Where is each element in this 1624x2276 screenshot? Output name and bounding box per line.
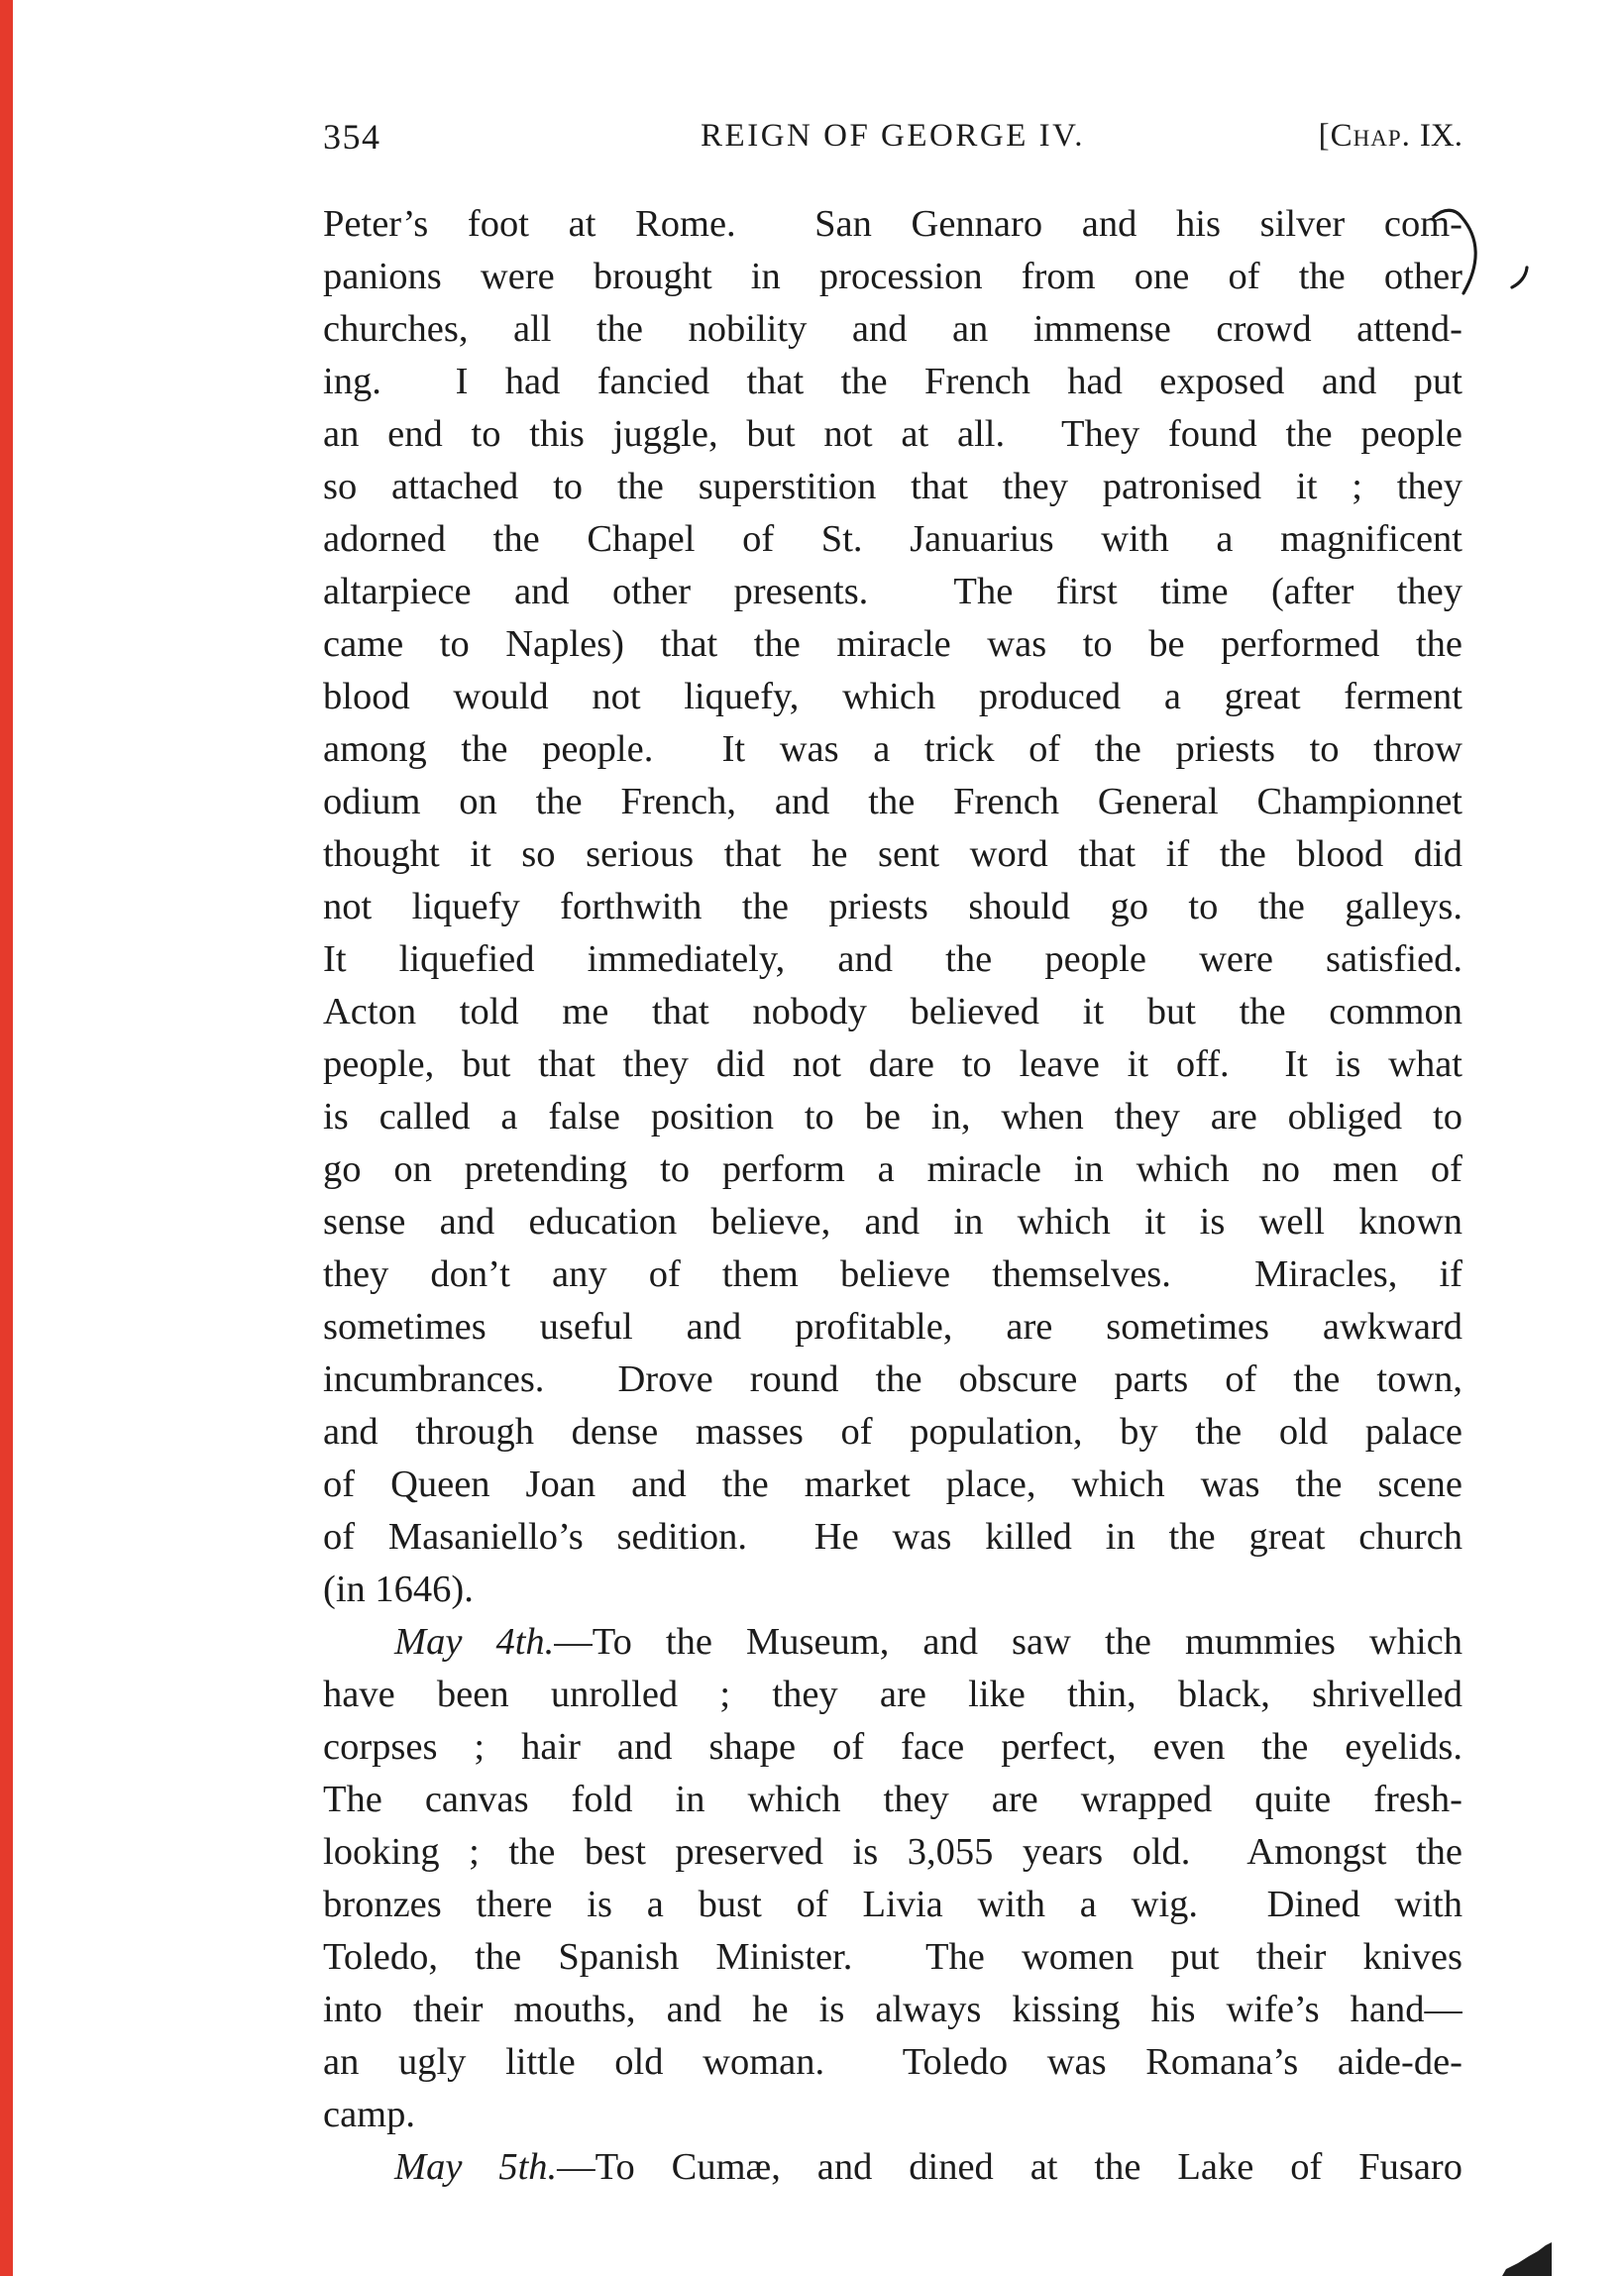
line-text: of Masaniello’s sedition. He was killed in the great church xyxy=(323,1516,1462,1558)
line-text: odium on the French, and the French General Championnet xyxy=(323,781,1462,822)
line-text: thought it so serious that he sent word that if the blood did xyxy=(323,833,1462,875)
line-text: sense and education believe, and in which it is well known xyxy=(323,1201,1462,1243)
date-lead: May 5th. xyxy=(394,2146,558,2188)
line-text: incumbrances. Drove round the obscure parts of the town, xyxy=(323,1358,1462,1400)
line-text: Peter’s foot at Rome. San Gennaro and his silver com- xyxy=(323,203,1462,245)
text-line xyxy=(323,2089,1462,2141)
line-text: panions were brought in procession from one of the other xyxy=(323,256,1462,297)
line-text: people, but that they did not dare to leave it off. It is what xyxy=(323,1043,1462,1085)
text-line xyxy=(323,1143,1462,1196)
text-line xyxy=(323,723,1462,776)
text-line xyxy=(323,1406,1462,1459)
line-text: ing. I had fancied that the French had exposed and put xyxy=(323,361,1462,402)
chapter-label: [Chap. xyxy=(1318,118,1411,154)
text-line xyxy=(323,461,1462,513)
line-text: It liquefied immediately, and the people were satisfied. xyxy=(323,938,1462,980)
line-text: —To the Museum, and saw the mummies which xyxy=(554,1621,1462,1663)
scan-edge-stripe xyxy=(0,0,13,2276)
text-line xyxy=(323,1774,1462,1826)
text-line xyxy=(323,356,1462,408)
line-text: Toledo, the Spanish Minister. The women put their knives xyxy=(323,1936,1462,1978)
line-text: churches, all the nobility and an immense crowd attend- xyxy=(323,308,1462,350)
text-line xyxy=(323,198,1462,251)
text-line xyxy=(323,1931,1462,1984)
running-title: REIGN OF GEORGE IV. xyxy=(701,118,1085,154)
line-text: corpses ; hair and shape of face perfect, even the eyelids. xyxy=(323,1726,1462,1768)
text-line xyxy=(323,1564,1462,1616)
text-line xyxy=(323,1826,1462,1879)
text-line xyxy=(323,618,1462,671)
body-text xyxy=(323,198,1462,2194)
text-line xyxy=(323,1301,1462,1354)
line-text: among the people. It was a trick of the priests to throw xyxy=(323,728,1462,770)
text-line xyxy=(323,2036,1462,2089)
line-text: and through dense masses of population, by the old palace xyxy=(323,1411,1462,1453)
chapter-marker xyxy=(1319,118,1462,155)
text-line xyxy=(323,2141,1462,2194)
text-line xyxy=(323,1669,1462,1721)
text-line xyxy=(323,408,1462,461)
line-text: bronzes there is a bust of Livia with a wig. Dined with xyxy=(323,1884,1462,1925)
line-text: camp. xyxy=(323,2094,415,2135)
text-line xyxy=(323,303,1462,356)
text-line xyxy=(323,566,1462,618)
line-text: is called a false position to be in, when they are obliged to xyxy=(323,1096,1462,1138)
line-text: looking ; the best preserved is 3,055 years old. Amongst the xyxy=(323,1831,1462,1873)
text-line xyxy=(323,1248,1462,1301)
line-text: go on pretending to perform a miracle in which no men of xyxy=(323,1148,1462,1190)
line-text: so attached to the superstition that they patronised it ; they xyxy=(323,466,1462,507)
line-text: Acton told me that nobody believed it but the common xyxy=(323,991,1462,1032)
text-line xyxy=(323,513,1462,566)
text-line xyxy=(323,881,1462,933)
line-text: not liquefy forthwith the priests should go to the galleys. xyxy=(323,886,1462,927)
text-line xyxy=(323,1196,1462,1248)
text-line xyxy=(323,1511,1462,1564)
text-line xyxy=(323,1459,1462,1511)
line-text: sometimes useful and profitable, are sometimes awkward xyxy=(323,1306,1462,1348)
text-line xyxy=(323,1354,1462,1406)
text-line xyxy=(323,251,1462,303)
pen-comma-annotation xyxy=(1512,268,1527,287)
date-lead: May 4th. xyxy=(394,1621,555,1663)
text-line xyxy=(323,1038,1462,1091)
text-line xyxy=(323,1616,1462,1669)
line-text: they don’t any of them believe themselves. Miracles, if xyxy=(323,1253,1462,1295)
line-text: (in 1646). xyxy=(323,1569,474,1610)
line-text: an ugly little old woman. Toledo was Romana’s aide-de- xyxy=(323,2041,1462,2083)
text-line xyxy=(323,828,1462,881)
line-text: into their mouths, and he is always kissing his wife’s hand— xyxy=(323,1989,1462,2030)
text-line xyxy=(323,1721,1462,1774)
line-text: blood would not liquefy, which produced a great ferment xyxy=(323,676,1462,717)
line-text: have been unrolled ; they are like thin, black, shrivelled xyxy=(323,1674,1462,1715)
line-text: an end to this juggle, but not at all. They found the people xyxy=(323,413,1462,455)
text-line xyxy=(323,986,1462,1038)
line-text: adorned the Chapel of St. Januarius with a magnificent xyxy=(323,518,1462,560)
line-text: altarpiece and other presents. The first time (after they xyxy=(323,571,1462,612)
text-line xyxy=(323,776,1462,828)
chapter-numeral: IX. xyxy=(1419,118,1462,154)
line-text: —To Cumæ, and dined at the Lake of Fusaro xyxy=(557,2146,1462,2188)
line-text: of Queen Joan and the market place, which was the scene xyxy=(323,1463,1462,1505)
ink-blot xyxy=(1502,2242,1552,2276)
page-number: 354 xyxy=(323,117,381,157)
page-header xyxy=(323,115,1462,159)
text-line xyxy=(323,671,1462,723)
line-text: came to Naples) that the miracle was to be performed the xyxy=(323,623,1462,665)
text-line xyxy=(323,1879,1462,1931)
text-line xyxy=(323,1091,1462,1143)
text-line xyxy=(323,1984,1462,2036)
text-line xyxy=(323,933,1462,986)
line-text: The canvas fold in which they are wrapped quite fresh- xyxy=(323,1779,1462,1820)
